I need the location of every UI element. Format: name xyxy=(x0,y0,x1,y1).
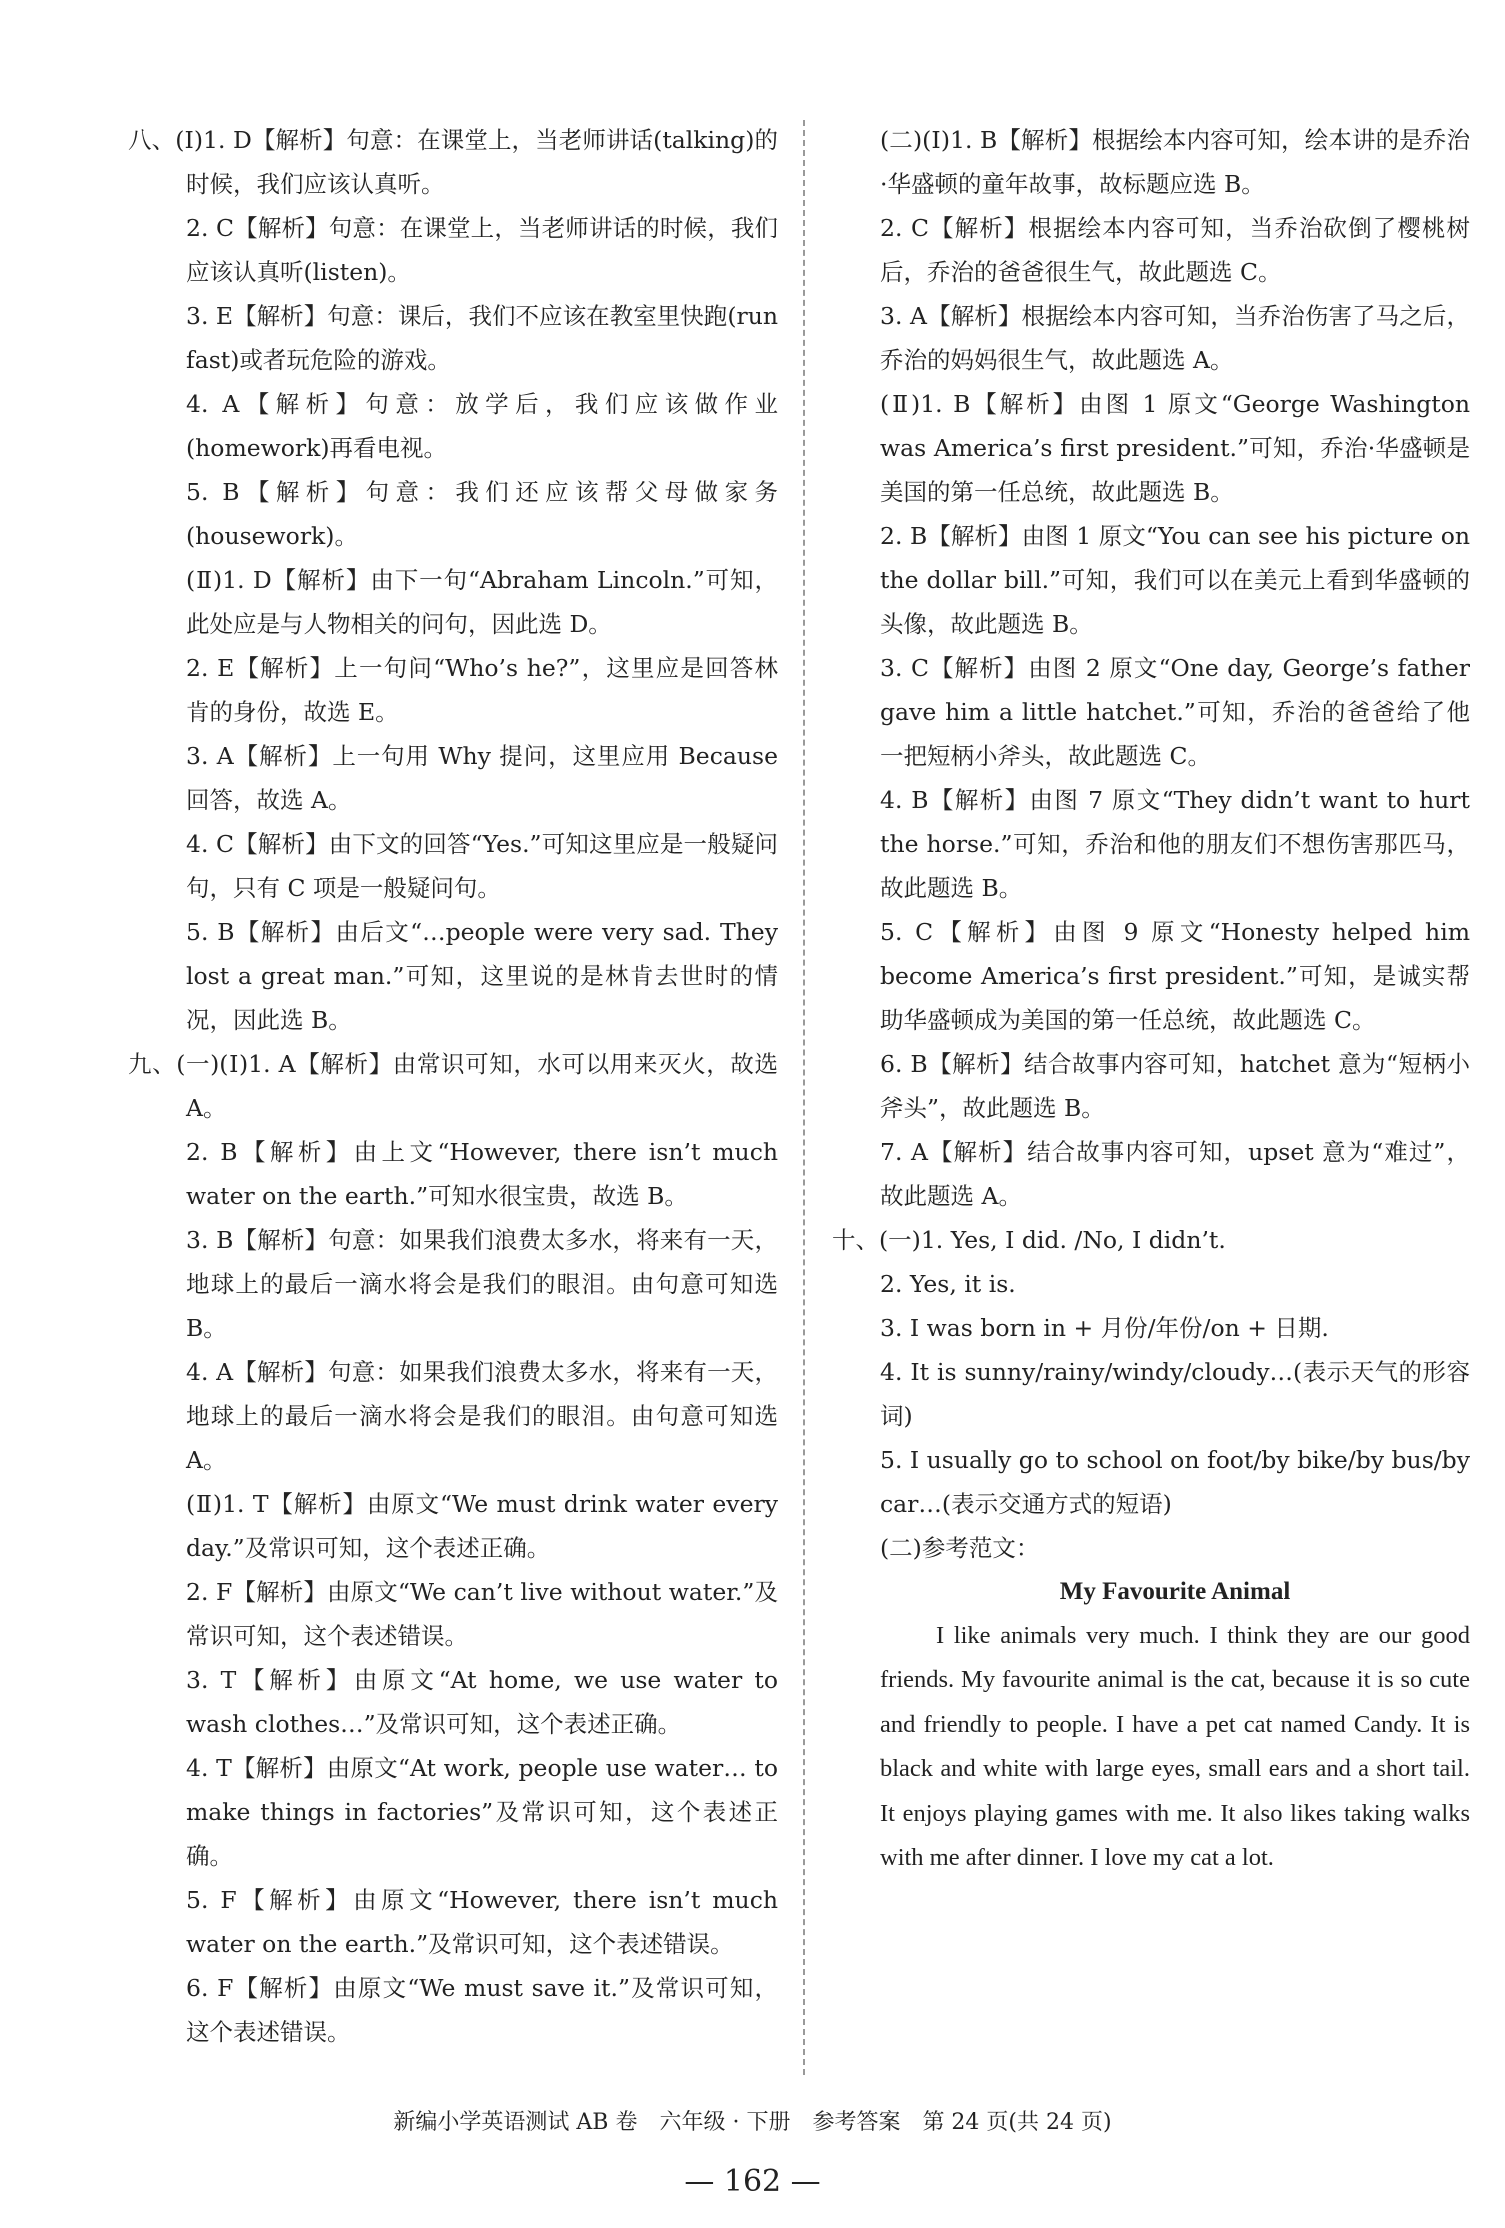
answer-line: 3. C【解析】由图 2 原文“One day, George’s father gave him a little hatchet.”可知，乔治的爸爸给了他一把短柄小斧头，故此题选 C。 xyxy=(880,654,1470,770)
answer-line: 7. A【解析】结合故事内容可知，upset 意为“难过”，故此题选 A。 xyxy=(880,1138,1470,1210)
answer-line: 2. F【解析】由原文“We can’t live without water.”及常识可知，这个表述错误。 xyxy=(186,1578,778,1650)
answer-line: 3. I was born in + 月份/年份/on + 日期. xyxy=(880,1314,1329,1342)
page-footer: 新编小学英语测试 AB 卷 六年级 · 下册 参考答案 第 24 页(共 24 页) xyxy=(393,2110,1112,2135)
answer-line: 2. C【解析】句意：在课堂上，当老师讲话的时候，我们应该认真听(listen)。 xyxy=(186,214,778,286)
answer-line: 6. B【解析】结合故事内容可知，hatchet 意为“短柄小斧头”，故此题选 B。 xyxy=(880,1050,1470,1122)
answer-line: 4. T【解析】由原文“At work, people use water… to make things in factories”及常识可知，这个表述正确。 xyxy=(186,1754,778,1870)
essay-title: My Favourite Animal xyxy=(1059,1578,1291,1605)
column-divider xyxy=(803,120,805,2075)
right-column xyxy=(832,118,1470,1880)
essay-body: I like animals very much. I think they are our good friends. My favourite animal is the cat, because it is so cute and friendly to people. I have a pet cat named Candy. It is black and white with large eyes, small ears and a short tail. It enjoys playing games with me. It also likes taking walks with me after dinner. I love my cat a lot. xyxy=(880,1622,1470,1872)
answer-line: 八、(Ⅰ)1. D【解析】句意：在课堂上，当老师讲话(talking)的时候，我们应该认真听。 xyxy=(128,126,778,198)
left-column xyxy=(128,118,778,2054)
answer-line: 5. B【解析】由后文“…people were very sad. They lost a great man.”可知，这里说的是林肯去世时的情况，因此选 B。 xyxy=(186,918,778,1034)
answer-line: 2. B【解析】由图 1 原文“You can see his picture on the dollar bill.”可知，我们可以在美元上看到华盛顿的头像，故此题选 B。 xyxy=(880,522,1470,638)
answer-line: 4. It is sunny/rainy/windy/cloudy…(表示天气的形容词) xyxy=(880,1358,1470,1430)
answer-line: 5. B【解析】句意：我们还应该帮父母做家务(housework)。 xyxy=(186,478,778,550)
answer-line: 5. C【解析】由图 9 原文“Honesty helped him become America’s first president.”可知，是诚实帮助华盛顿成为美国的第一任总统，故此题选 C。 xyxy=(880,918,1470,1034)
answer-line: (Ⅱ)1. B【解析】由图 1 原文“George Washington was America’s first president.”可知，乔治·华盛顿是美国的第一任总统，故此题选 B。 xyxy=(880,390,1470,506)
answer-line: 2. Yes, it is. xyxy=(880,1270,1016,1298)
answer-line: 4. A【解析】句意：如果我们浪费太多水，将来有一天，地球上的最后一滴水将会是我们的眼泪。由句意可知选 A。 xyxy=(186,1358,778,1474)
answer-line: 5. I usually go to school on foot/by bike/by bus/by car…(表示交通方式的短语) xyxy=(880,1446,1470,1518)
answer-line: 3. T【解析】由原文“At home, we use water to wash clothes…”及常识可知，这个表述正确。 xyxy=(186,1666,778,1738)
answer-line: 3. A【解析】上一句用 Why 提问，这里应用 Because 回答，故选 A。 xyxy=(186,742,778,814)
answer-line: 4. A【解析】句意：放学后，我们应该做作业(homework)再看电视。 xyxy=(186,390,778,462)
answer-line: 3. A【解析】根据绘本内容可知，当乔治伤害了马之后，乔治的妈妈很生气，故此题选 A。 xyxy=(880,302,1470,374)
answer-line: 2. E【解析】上一句问“Who’s he?”，这里应是回答林肯的身份，故选 E。 xyxy=(186,654,778,726)
answer-line: 2. B【解析】由上文“However, there isn’t much water on the earth.”可知水很宝贵，故选 B。 xyxy=(186,1138,778,1210)
answer-line: 九、(一)(Ⅰ)1. A【解析】由常识可知，水可以用来灭火，故选 A。 xyxy=(128,1050,778,1122)
answer-line: (Ⅱ)1. T【解析】由原文“We must drink water every day.”及常识可知，这个表述正确。 xyxy=(186,1490,778,1562)
answer-line: 4. B【解析】由图 7 原文“They didn’t want to hurt the horse.”可知，乔治和他的朋友们不想伤害那匹马，故此题选 B。 xyxy=(880,786,1470,902)
answer-line: (Ⅱ)1. D【解析】由下一句“Abraham Lincoln.”可知，此处应是与人物相关的问句，因此选 D。 xyxy=(186,566,778,638)
answer-line: (二)(Ⅰ)1. B【解析】根据绘本内容可知，绘本讲的是乔治·华盛顿的童年故事，故标题应选 B。 xyxy=(880,126,1470,198)
answer-line: 5. F【解析】由原文“However, there isn’t much water on the earth.”及常识可知，这个表述错误。 xyxy=(186,1886,778,1958)
page-number: — 162 — xyxy=(684,2164,821,2199)
answer-line: 4. C【解析】由下文的回答“Yes.”可知这里应是一般疑问句，只有 C 项是一般疑问句。 xyxy=(186,830,778,902)
answer-line: (二)参考范文： xyxy=(880,1534,1040,1562)
answer-line: 3. E【解析】句意：课后，我们不应该在教室里快跑(run fast)或者玩危险的游戏。 xyxy=(186,302,778,374)
answer-line: 6. F【解析】由原文“We must save it.”及常识可知，这个表述错误。 xyxy=(186,1974,778,2046)
answer-line: 2. C【解析】根据绘本内容可知，当乔治砍倒了樱桃树后，乔治的爸爸很生气，故此题选 C。 xyxy=(880,214,1470,286)
answer-line: 十、(一)1. Yes, I did. /No, I didn’t. xyxy=(832,1226,1226,1254)
answer-line: 3. B【解析】句意：如果我们浪费太多水，将来有一天，地球上的最后一滴水将会是我们的眼泪。由句意可知选 B。 xyxy=(186,1226,778,1342)
